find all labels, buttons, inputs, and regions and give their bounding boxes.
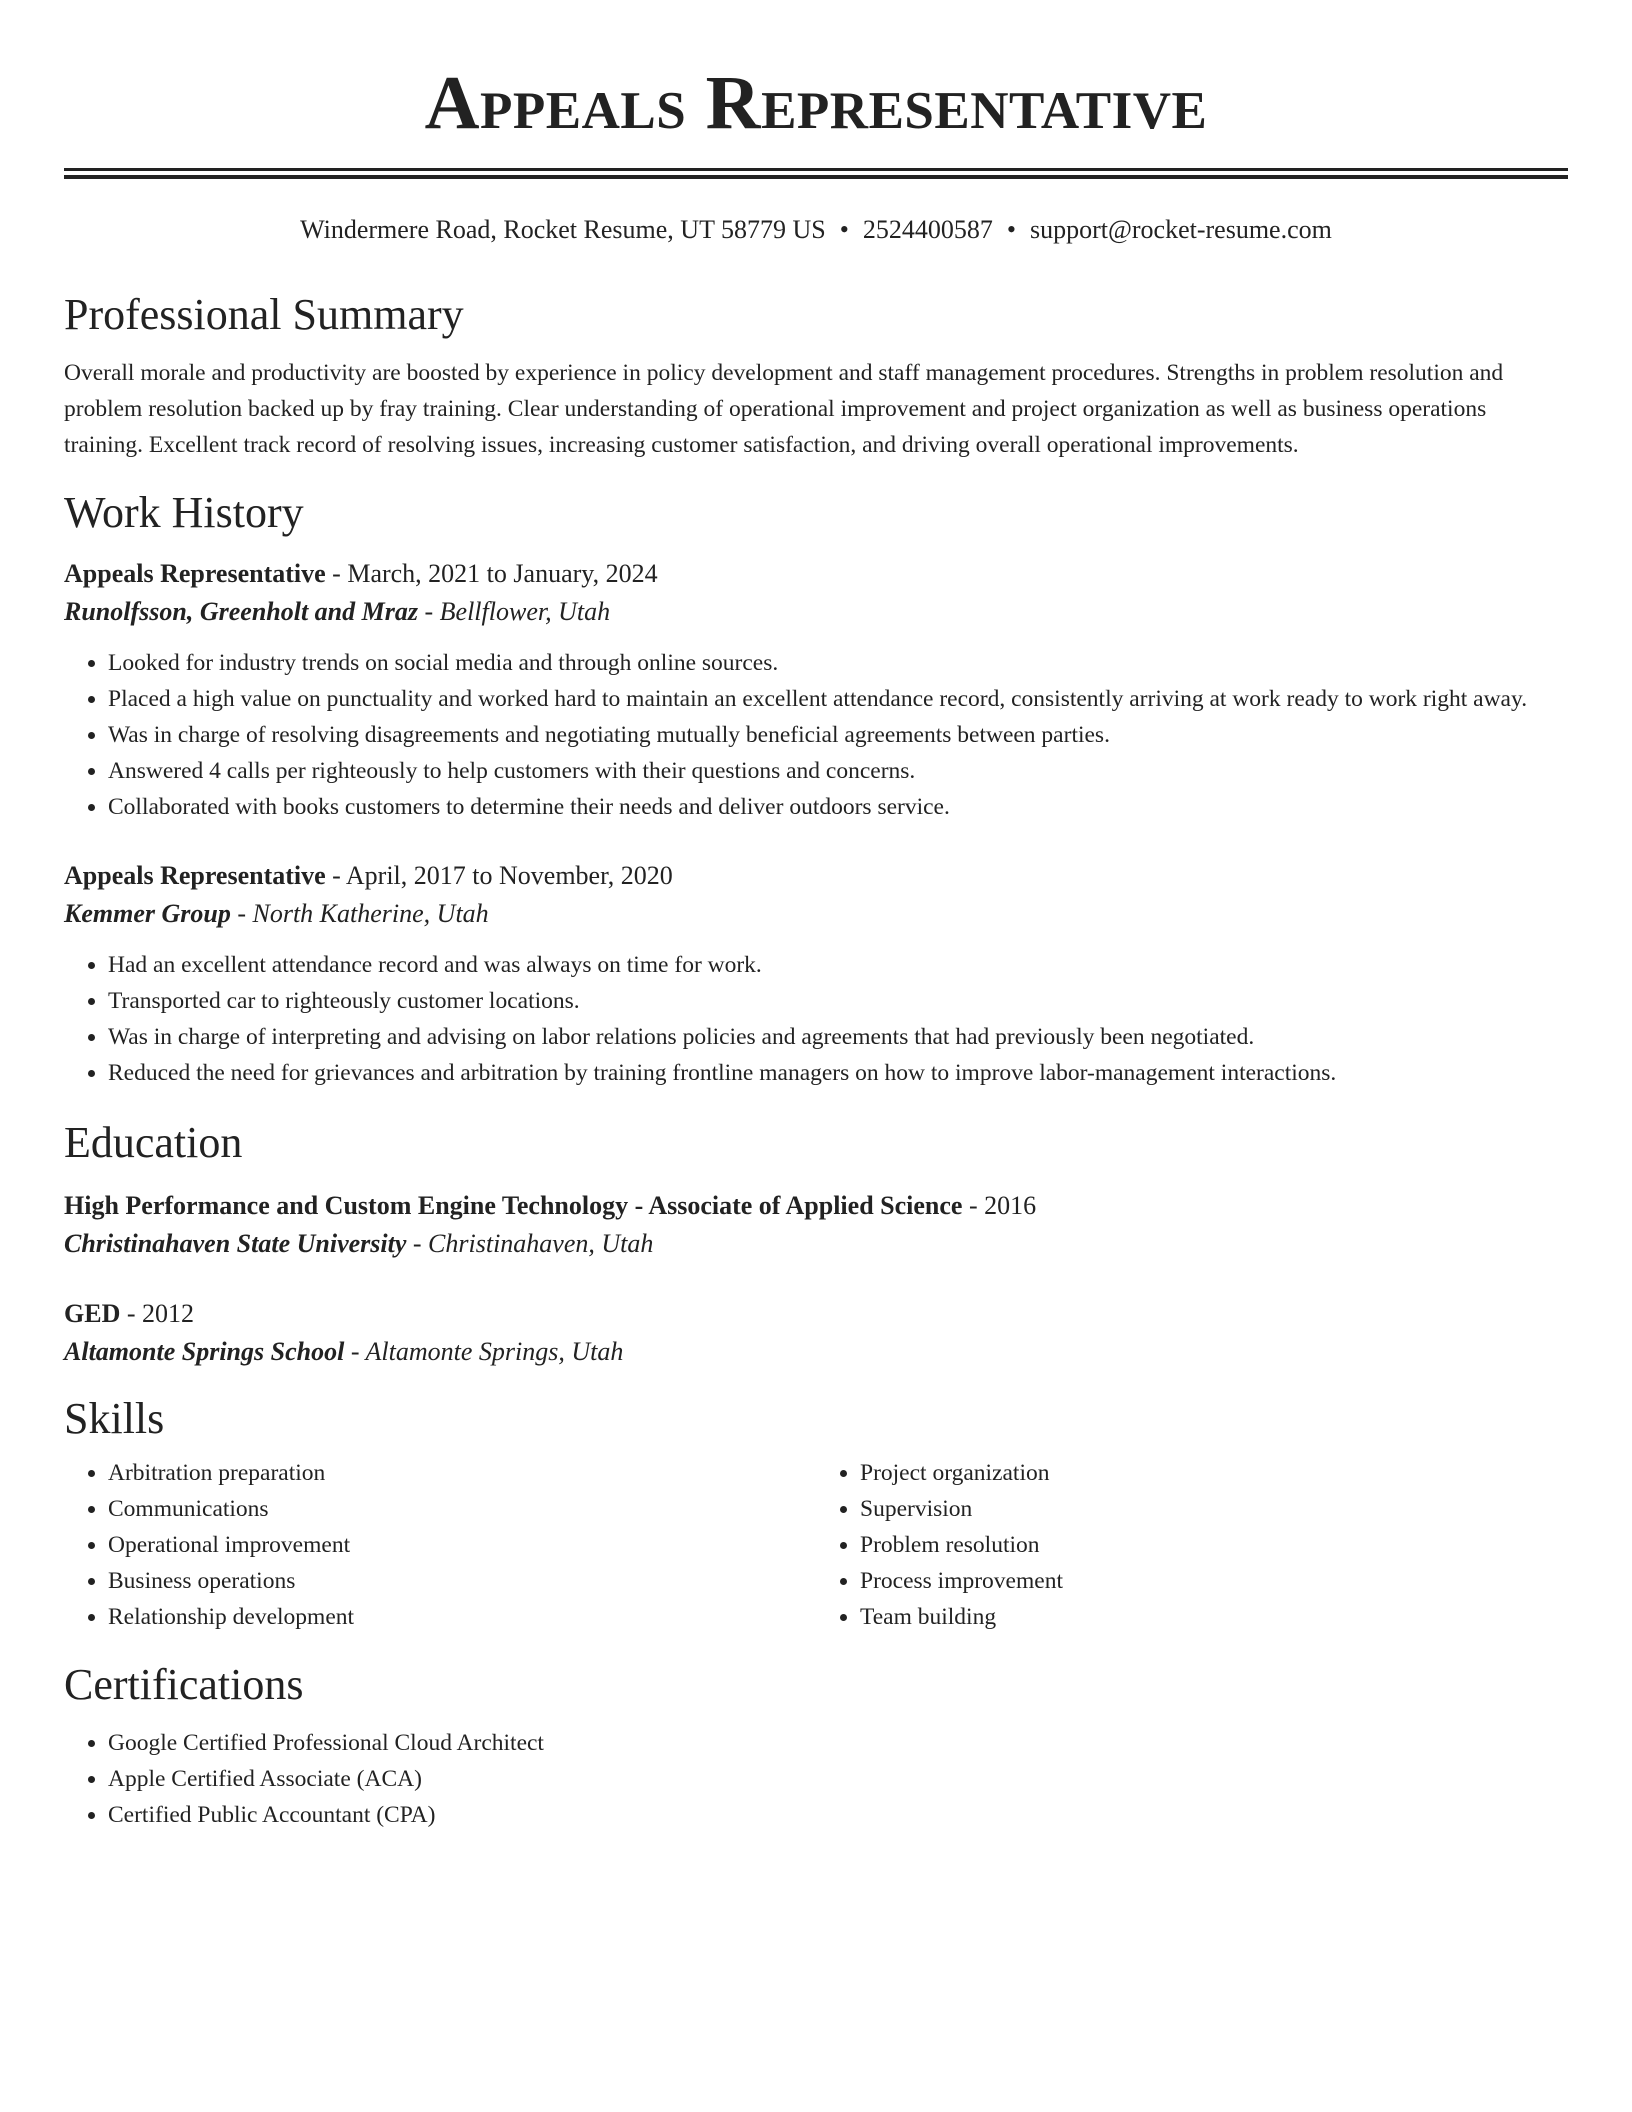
summary-heading: Professional Summary bbox=[64, 290, 464, 339]
list-item: • Collaborated with books customers to determine their needs and deliver outdoors service. bbox=[108, 789, 1568, 825]
education-heading: Education bbox=[64, 1118, 243, 1167]
skills-left-column bbox=[64, 1455, 816, 1635]
degree-line bbox=[64, 1295, 1568, 1333]
degree-name: GED bbox=[64, 1299, 121, 1328]
certification-item: • Apple Certified Associate (ACA) bbox=[108, 1761, 1568, 1797]
company-name: Kemmer Group bbox=[64, 899, 231, 928]
school-location: - Altamonte Springs, Utah bbox=[344, 1337, 624, 1366]
company-location: - North Katherine, Utah bbox=[230, 899, 489, 928]
skill-item: • Relationship development bbox=[108, 1599, 816, 1635]
skill-item: • Communications bbox=[108, 1491, 816, 1527]
certifications-list bbox=[64, 1725, 1568, 1833]
degree-line bbox=[64, 1187, 1568, 1225]
contact-line bbox=[64, 213, 1568, 247]
certification-item: • Google Certified Professional Cloud Architect bbox=[108, 1725, 1568, 1761]
job-title: Appeals Representative bbox=[64, 559, 326, 588]
job-bullets bbox=[64, 947, 1568, 1091]
skill-item: • Operational improvement bbox=[108, 1527, 816, 1563]
skill-item: • Arbitration preparation bbox=[108, 1455, 816, 1491]
list-item: • Looked for industry trends on social media and through online sources. bbox=[108, 645, 1568, 681]
skill-item: • Process improvement bbox=[860, 1563, 1568, 1599]
skill-item: • Project organization bbox=[860, 1455, 1568, 1491]
company-line bbox=[64, 895, 1568, 933]
company-name: Runolfsson, Greenholt and Mraz bbox=[64, 597, 418, 626]
skill-item: • Supervision bbox=[860, 1491, 1568, 1527]
job-title: Appeals Representative bbox=[64, 861, 326, 890]
summary-section bbox=[64, 289, 1568, 463]
skills-right-column bbox=[816, 1455, 1568, 1635]
certifications-section bbox=[64, 1659, 1568, 1833]
job-dates: - April, 2017 to November, 2020 bbox=[325, 861, 673, 890]
school-location: - Christinahaven, Utah bbox=[406, 1229, 654, 1258]
company-location: - Bellflower, Utah bbox=[418, 597, 611, 626]
skills-grid bbox=[64, 1455, 1568, 1635]
work-history-section bbox=[64, 487, 1568, 1091]
skills-section bbox=[64, 1393, 1568, 1635]
school-name: Christinahaven State University bbox=[64, 1229, 407, 1258]
certifications-heading: Certifications bbox=[64, 1660, 304, 1709]
school-line bbox=[64, 1225, 1568, 1263]
contact-separator: • bbox=[1006, 215, 1016, 244]
list-item: • Was in charge of interpreting and advising on labor relations policies and agreements that had previously been negotiated. bbox=[108, 1019, 1568, 1055]
skills-heading: Skills bbox=[64, 1394, 165, 1443]
header-divider bbox=[64, 168, 1568, 179]
list-item: • Transported car to righteously customer locations. bbox=[108, 983, 1568, 1019]
list-item: • Had an excellent attendance record and was always on time for work. bbox=[108, 947, 1568, 983]
education-entry bbox=[64, 1187, 1568, 1263]
job-title-line bbox=[64, 555, 1568, 593]
contact-email: support@rocket-resume.com bbox=[1029, 215, 1332, 244]
school-name: Altamonte Springs School bbox=[64, 1337, 345, 1366]
degree-year: - 2012 bbox=[120, 1299, 195, 1328]
job-dates: - March, 2021 to January, 2024 bbox=[325, 559, 658, 588]
candidate-name: Appeals Representative bbox=[424, 61, 1208, 145]
job-bullets bbox=[64, 645, 1568, 825]
skill-item: • Team building bbox=[860, 1599, 1568, 1635]
work-history-heading: Work History bbox=[64, 488, 304, 537]
company-line bbox=[64, 593, 1568, 631]
summary-text: Overall morale and productivity are boosted by experience in policy development and staff management procedures. Strengths in problem resolution and problem resolution backed up by fray training. Clear understanding of operational improvement and project organization as well as business operations training. Excellent track record of resolving issues, increasing customer satisfaction, and driving overall operational improvements. bbox=[64, 360, 1504, 458]
skill-item: • Problem resolution bbox=[860, 1527, 1568, 1563]
contact-phone: 2524400587 bbox=[862, 215, 993, 244]
skill-item: • Business operations bbox=[108, 1563, 816, 1599]
contact-separator: • bbox=[839, 215, 849, 244]
list-item: • Placed a high value on punctuality and worked hard to maintain an excellent attendance record, consistently arriving at work ready to work right away. bbox=[108, 681, 1568, 717]
degree-year: - 2016 bbox=[962, 1191, 1037, 1220]
list-item: • Reduced the need for grievances and arbitration by training frontline managers on how to improve labor-management interactions. bbox=[108, 1055, 1568, 1091]
contact-address: Windermere Road, Rocket Resume, UT 58779 US bbox=[300, 215, 826, 244]
job-entry bbox=[64, 857, 1568, 1091]
job-title-line bbox=[64, 857, 1568, 895]
degree-name: High Performance and Custom Engine Technology - Associate of Applied Science bbox=[64, 1191, 963, 1220]
education-entry bbox=[64, 1295, 1568, 1371]
education-section bbox=[64, 1117, 1568, 1371]
list-item: • Answered 4 calls per righteously to help customers with their questions and concerns. bbox=[108, 753, 1568, 789]
list-item: • Was in charge of resolving disagreements and negotiating mutually beneficial agreements between parties. bbox=[108, 717, 1568, 753]
certification-item: • Certified Public Accountant (CPA) bbox=[108, 1797, 1568, 1833]
job-entry bbox=[64, 555, 1568, 825]
school-line bbox=[64, 1333, 1568, 1371]
